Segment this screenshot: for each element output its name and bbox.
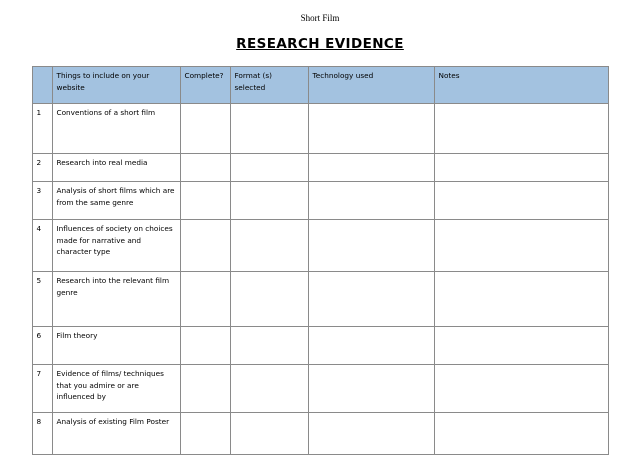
column-header-task: Things to include on your website bbox=[52, 67, 180, 104]
row-technology[interactable] bbox=[308, 272, 434, 327]
row-complete[interactable] bbox=[180, 365, 230, 413]
row-technology[interactable] bbox=[308, 104, 434, 154]
table-row bbox=[32, 182, 608, 220]
row-notes[interactable] bbox=[434, 413, 608, 455]
row-format[interactable] bbox=[230, 154, 308, 182]
row-complete[interactable] bbox=[180, 272, 230, 327]
column-header-technology: Technology used bbox=[308, 67, 434, 104]
row-notes[interactable] bbox=[434, 104, 608, 154]
table-body bbox=[32, 104, 608, 455]
table-row bbox=[32, 104, 608, 154]
table-header-row bbox=[32, 67, 608, 104]
page-title: RESEARCH EVIDENCE bbox=[236, 36, 404, 52]
row-number: 7 bbox=[32, 365, 52, 413]
row-task: Film theory bbox=[52, 327, 180, 365]
row-number: 3 bbox=[32, 182, 52, 220]
row-technology[interactable] bbox=[308, 220, 434, 272]
table-row bbox=[32, 327, 608, 365]
row-notes[interactable] bbox=[434, 182, 608, 220]
row-technology[interactable] bbox=[308, 327, 434, 365]
row-complete[interactable] bbox=[180, 220, 230, 272]
row-task: Influences of society on choices made for narrative and character type bbox=[52, 220, 180, 272]
row-format[interactable] bbox=[230, 182, 308, 220]
row-technology[interactable] bbox=[308, 413, 434, 455]
row-number: 2 bbox=[32, 154, 52, 182]
column-header-complete: Complete? bbox=[180, 67, 230, 104]
row-complete[interactable] bbox=[180, 327, 230, 365]
row-format[interactable] bbox=[230, 413, 308, 455]
row-number: 1 bbox=[32, 104, 52, 154]
row-task: Research into real media bbox=[52, 154, 180, 182]
row-format[interactable] bbox=[230, 104, 308, 154]
row-technology[interactable] bbox=[308, 182, 434, 220]
row-complete[interactable] bbox=[180, 104, 230, 154]
row-format[interactable] bbox=[230, 365, 308, 413]
row-notes[interactable] bbox=[434, 272, 608, 327]
row-number: 5 bbox=[32, 272, 52, 327]
row-notes[interactable] bbox=[434, 154, 608, 182]
table-row bbox=[32, 365, 608, 413]
row-notes[interactable] bbox=[434, 327, 608, 365]
table-row bbox=[32, 154, 608, 182]
column-header-format: Format (s) selected bbox=[230, 67, 308, 104]
table-row bbox=[32, 272, 608, 327]
row-task: Research into the relevant film genre bbox=[52, 272, 180, 327]
row-task: Analysis of short films which are from the same genre bbox=[52, 182, 180, 220]
row-notes[interactable] bbox=[434, 220, 608, 272]
row-notes[interactable] bbox=[434, 365, 608, 413]
row-format[interactable] bbox=[230, 220, 308, 272]
row-complete[interactable] bbox=[180, 154, 230, 182]
row-number: 4 bbox=[32, 220, 52, 272]
row-task: Analysis of existing Film Poster bbox=[52, 413, 180, 455]
column-header-notes: Notes bbox=[434, 67, 608, 104]
table-header bbox=[32, 67, 608, 104]
table-row bbox=[32, 413, 608, 455]
row-technology[interactable] bbox=[308, 154, 434, 182]
row-number: 6 bbox=[32, 327, 52, 365]
row-format[interactable] bbox=[230, 327, 308, 365]
row-complete[interactable] bbox=[180, 182, 230, 220]
row-format[interactable] bbox=[230, 272, 308, 327]
table-row bbox=[32, 220, 608, 272]
row-complete[interactable] bbox=[180, 413, 230, 455]
column-header-number bbox=[32, 67, 52, 104]
research-evidence-table bbox=[32, 66, 609, 455]
document-header: Short Film bbox=[300, 13, 340, 23]
row-technology[interactable] bbox=[308, 365, 434, 413]
row-task: Conventions of a short film bbox=[52, 104, 180, 154]
row-number: 8 bbox=[32, 413, 52, 455]
row-task: Evidence of films/ techniques that you admire or are influenced by bbox=[52, 365, 180, 413]
